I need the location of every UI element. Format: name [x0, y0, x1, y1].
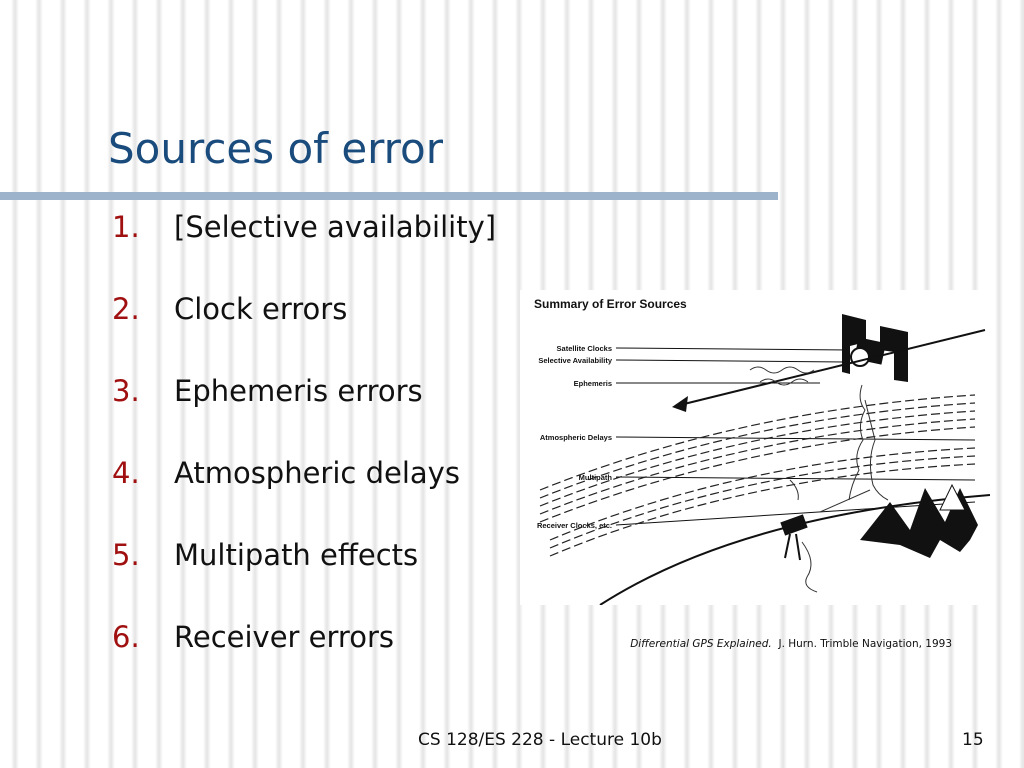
- item-text: Clock errors: [174, 292, 348, 326]
- footer-course: CS 128/ES 228 - Lecture 10b: [418, 730, 662, 750]
- leader-lines: [616, 348, 975, 525]
- multipath-signals: [790, 385, 888, 512]
- caption-source-title: Differential GPS Explained.: [630, 638, 772, 650]
- figure-heading: Summary of Error Sources: [534, 297, 687, 311]
- item-text: [Selective availability]: [174, 210, 497, 244]
- list-item: [112, 456, 460, 490]
- item-number: 1.: [112, 210, 140, 244]
- mountains-icon: [860, 485, 978, 558]
- satellite-icon: [842, 314, 908, 382]
- receiver-icon: [780, 514, 817, 592]
- item-number: 4.: [112, 456, 140, 490]
- label-satellite-clocks: Satellite Clocks: [556, 344, 612, 353]
- page-number: 15: [962, 730, 984, 750]
- label-multipath: Multipath: [578, 473, 612, 482]
- item-number: 5.: [112, 538, 140, 572]
- list-item: [112, 374, 423, 408]
- list-item: [112, 292, 347, 326]
- signal-arrow: [680, 330, 985, 405]
- label-selective-availability: Selective Availability: [538, 356, 612, 365]
- item-number: 2.: [112, 292, 140, 326]
- item-text: Receiver errors: [174, 620, 394, 654]
- clock-squiggles: [750, 367, 814, 385]
- item-number: 3.: [112, 374, 140, 408]
- caption-source-rest: J. Hurn. Trimble Navigation, 1993: [778, 638, 952, 650]
- item-text: Atmospheric delays: [174, 456, 460, 490]
- error-sources-diagram: [520, 290, 990, 605]
- item-text: Ephemeris errors: [174, 374, 423, 408]
- item-number: 6.: [112, 620, 140, 654]
- label-ephemeris: Ephemeris: [573, 379, 612, 388]
- list-item: [112, 538, 418, 572]
- figure-caption: [520, 638, 952, 650]
- list-item: [112, 620, 394, 654]
- item-text: Multipath effects: [174, 538, 419, 572]
- title-divider: [0, 192, 778, 200]
- error-sources-figure: [520, 290, 990, 605]
- slide-title: Sources of error: [108, 124, 443, 173]
- label-atmospheric-delays: Atmospheric Delays: [539, 433, 612, 442]
- arrowhead-icon: [672, 396, 688, 412]
- list-item: [112, 210, 496, 244]
- label-receiver-clocks: Receiver Clocks, etc.: [536, 521, 612, 530]
